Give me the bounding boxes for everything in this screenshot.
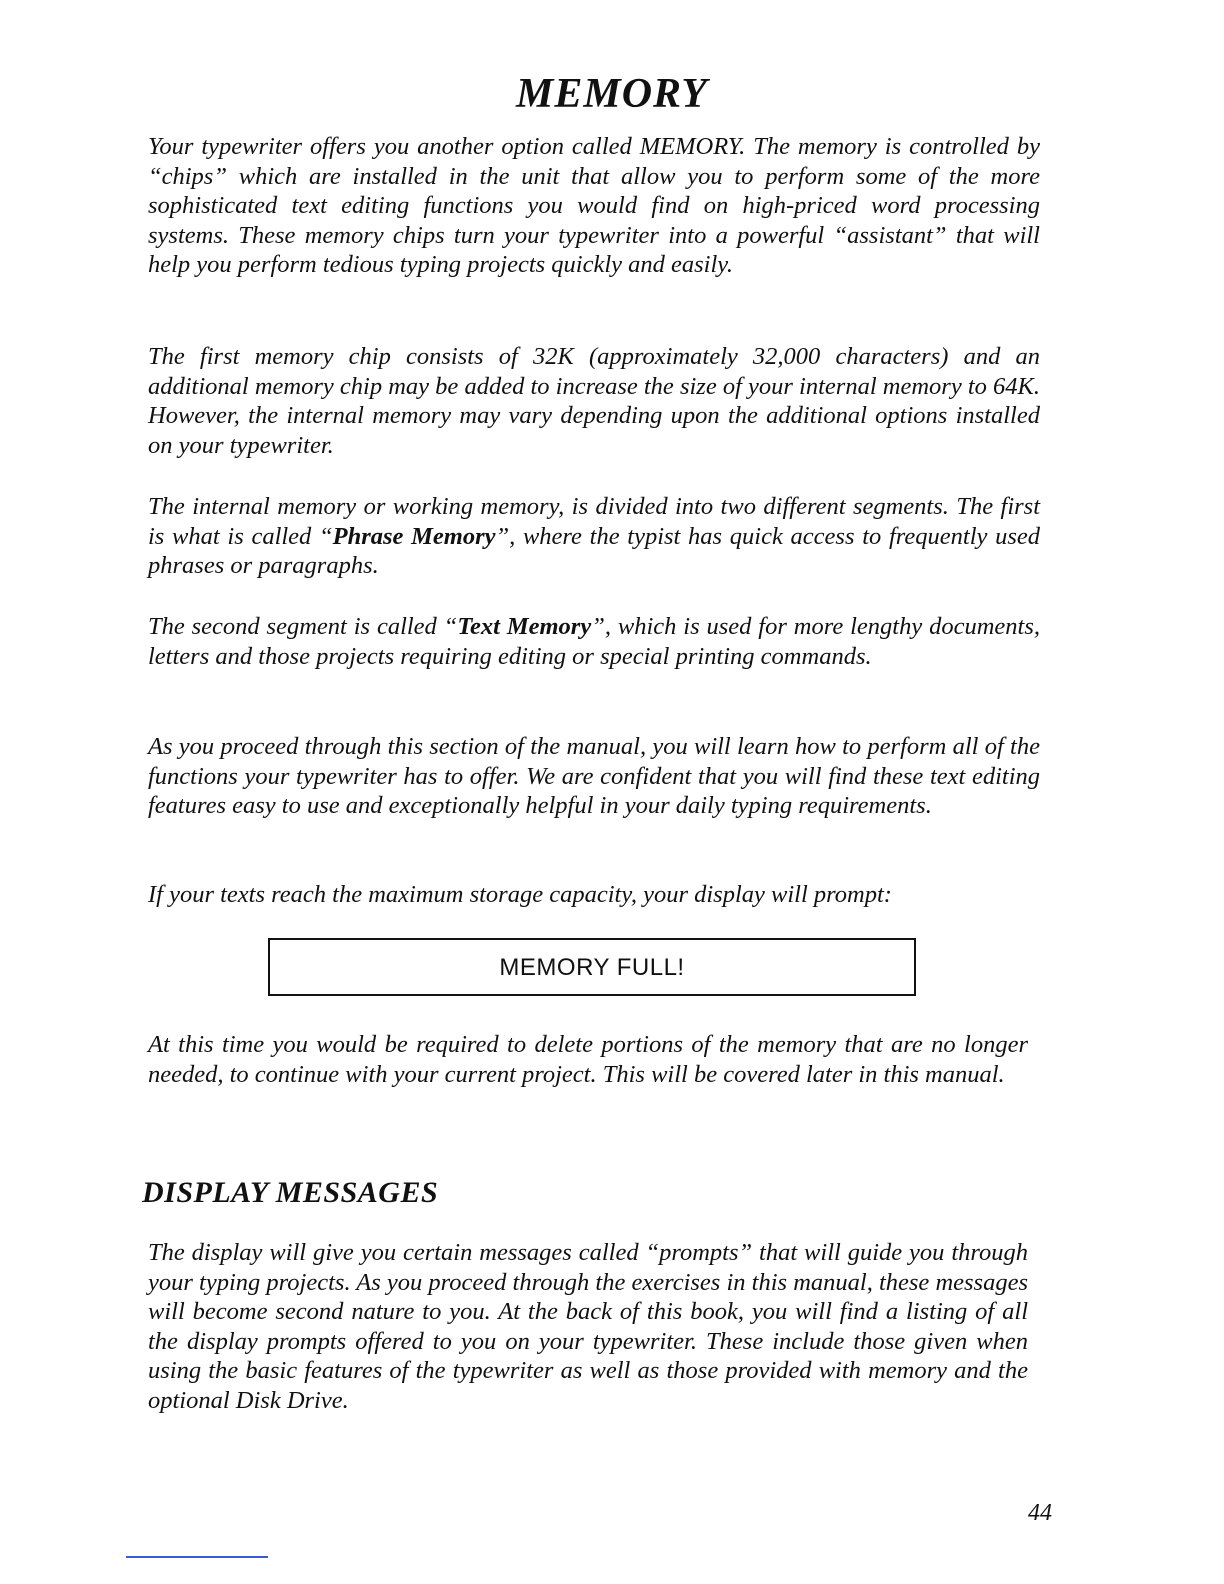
paragraph-text-memory: [148, 612, 1040, 671]
display-prompt-box: [268, 938, 916, 996]
paragraph-memory-intro: Your typewriter offers you another option called MEMORY. The memory is controlled by “chips” which are installed in the unit that allow you to perform some of the more sophisticated text editing functions you would find on high-priced word processing systems. These memory chips turn your typewriter into a powerful “assistant” that will help you perform tedious typing projects quickly and easily.: [148, 133, 1040, 279]
paragraph-storage-capacity: If your texts reach the maximum storage capacity, your display will prompt:: [148, 881, 892, 908]
paragraph-text: ”, which is used for more lengthy documents, letters and those projects requiring editing or special printing commands.: [148, 613, 1040, 670]
scan-edge-line: [126, 1556, 268, 1558]
paragraph-working-memory: [148, 492, 1040, 581]
paragraph-memory-chip: The first memory chip consists of 32K (approximately 32,000 characters) and an additional memory chip may be added to increase the size of your internal memory to 64K. However, the internal memory may vary depending upon the additional options installed on your typewriter.: [148, 343, 1040, 459]
paragraph-text: The second segment is called “: [148, 613, 458, 640]
page-number: 44: [1028, 1500, 1052, 1526]
paragraph-display-prompts: The display will give you certain messages called “prompts” that will guide you through your typing projects. As you proceed through the exercises in this manual, these messages will become second nature to you. At the back of this book, you will find a listing of all the display prompts offered to you on your typewriter. These include those given when using the basic features of the typewriter as well as those provided with memory and the optional Disk Drive.: [148, 1239, 1028, 1414]
page-title: MEMORY: [516, 71, 708, 117]
paragraph-manual-section: As you proceed through this section of the manual, you will learn how to perform all of the functions your typewriter has to offer. We are confident that you will find these text editing features easy to use and exceptionally helpful in your daily typing requirements.: [148, 733, 1040, 820]
phrase-memory-term: Phrase Memory: [332, 522, 496, 550]
display-prompt-text: MEMORY FULL!: [499, 954, 685, 981]
text-memory-term: Text Memory: [457, 613, 592, 640]
paragraph-text: The internal memory or working memory, is divided into two different segments. The first is what is called “: [148, 493, 1040, 550]
paragraph-text: ”, where the typist has quick access to frequently used phrases or paragraphs.: [148, 522, 1040, 580]
section-heading-display-messages: DISPLAY MESSAGES: [142, 1176, 439, 1209]
paragraph-delete-portions: At this time you would be required to delete portions of the memory that are no longer needed, to continue with your current project. This will be covered later in this manual.: [148, 1031, 1028, 1088]
